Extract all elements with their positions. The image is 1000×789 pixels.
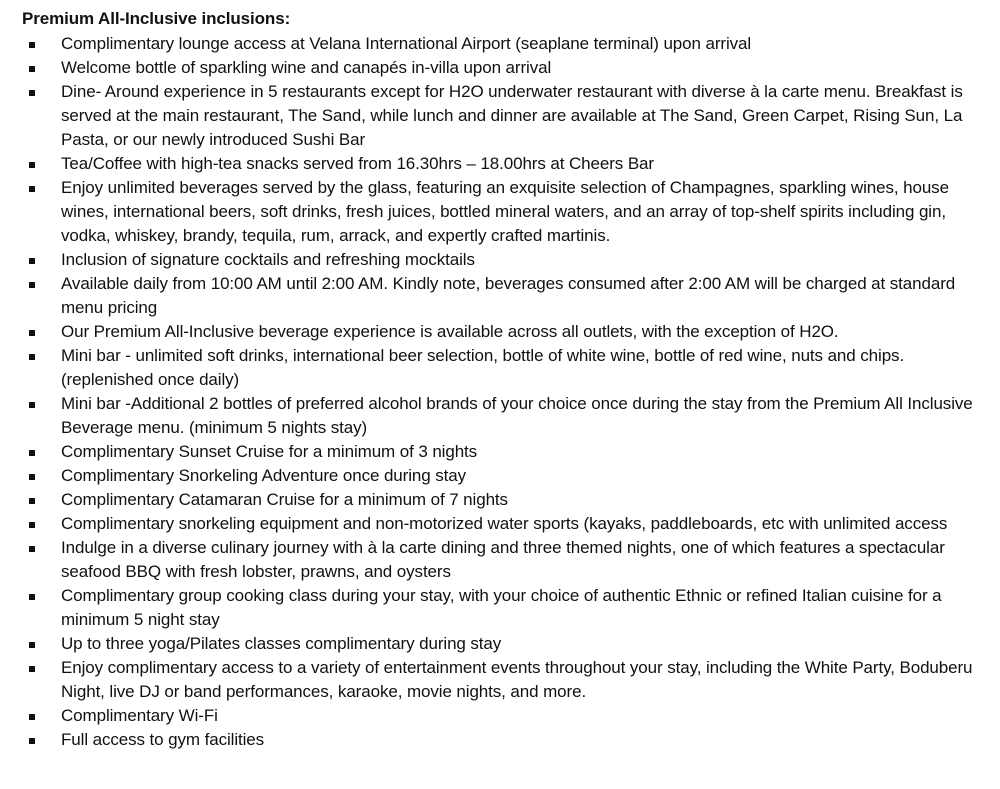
list-item-text: Complimentary Snorkeling Adventure once during stay — [61, 466, 467, 485]
list-item — [22, 656, 988, 704]
list-item — [22, 488, 988, 512]
list-item-text: Mini bar -Additional 2 bottles of preferred alcohol brands of your choice once during the stay from the Premium All Inclusive Beverage menu. (minimum 5 nights stay) — [61, 394, 973, 437]
list-item — [22, 392, 988, 440]
list-item — [22, 176, 988, 248]
square-bullet-icon — [29, 402, 35, 408]
list-item — [22, 440, 988, 464]
square-bullet-icon — [29, 450, 35, 456]
square-bullet-icon — [29, 66, 35, 72]
square-bullet-icon — [29, 714, 35, 720]
list-item — [22, 32, 988, 56]
square-bullet-icon — [29, 330, 35, 336]
list-item-text: Enjoy unlimited beverages served by the glass, featuring an exquisite selection of Champagnes, sparkling wines, house wines, international beers, soft drinks, fresh juices, bottled mineral waters, and an array of top-shelf spirits including gin, vodka, whiskey, brandy, tequila, rum, arrack, and expertly crafted martinis. — [61, 178, 949, 245]
list-item-text: Tea/Coffee with high-tea snacks served from 16.30hrs – 18.00hrs at Cheers Bar — [61, 154, 654, 173]
square-bullet-icon — [29, 738, 35, 744]
list-item-text: Complimentary lounge access at Velana International Airport (seaplane terminal) upon arrival — [61, 34, 752, 53]
square-bullet-icon — [29, 354, 35, 360]
list-item — [22, 464, 988, 488]
list-item-text: Up to three yoga/Pilates classes complimentary during stay — [61, 634, 502, 653]
list-item — [22, 80, 988, 152]
square-bullet-icon — [29, 42, 35, 48]
list-item-text: Inclusion of signature cocktails and refreshing mocktails — [61, 250, 475, 269]
list-item-text: Welcome bottle of sparkling wine and canapés in-villa upon arrival — [61, 58, 552, 77]
square-bullet-icon — [29, 162, 35, 168]
list-item-text: Complimentary group cooking class during your stay, with your choice of authentic Ethnic or refined Italian cuisine for a minimum 5 night stay — [61, 586, 942, 629]
list-item-text: Indulge in a diverse culinary journey with à la carte dining and three themed nights, one of which features a spectacular seafood BBQ with fresh lobster, prawns, and oysters — [61, 538, 945, 581]
square-bullet-icon — [29, 186, 35, 192]
list-item — [22, 512, 988, 536]
list-item — [22, 56, 988, 80]
square-bullet-icon — [29, 474, 35, 480]
square-bullet-icon — [29, 522, 35, 528]
list-item-text: Available daily from 10:00 AM until 2:00 AM. Kindly note, beverages consumed after 2:00 AM will be charged at standard menu pricing — [61, 274, 956, 317]
list-item-text: Complimentary snorkeling equipment and non-motorized water sports (kayaks, paddleboards, etc with unlimited access — [61, 514, 948, 533]
list-item — [22, 344, 988, 392]
list-item — [22, 704, 988, 728]
square-bullet-icon — [29, 258, 35, 264]
list-item-text: Our Premium All-Inclusive beverage experience is available across all outlets, with the exception of H2O. — [61, 322, 839, 341]
list-item — [22, 584, 988, 632]
list-item-text: Full access to gym facilities — [61, 730, 265, 749]
list-item-text: Complimentary Wi-Fi — [61, 706, 218, 725]
inclusions-list — [22, 32, 988, 752]
list-item — [22, 272, 988, 320]
list-item-text: Dine- Around experience in 5 restaurants except for H2O underwater restaurant with diverse à la carte menu. Breakfast is served at the main restaurant, The Sand, while lunch and dinner are available at The Sand, Green Carpet, Rising Sun, La Pasta, or our newly introduced Sushi Bar — [61, 82, 963, 149]
square-bullet-icon — [29, 90, 35, 96]
list-item-text: Complimentary Catamaran Cruise for a minimum of 7 nights — [61, 490, 508, 509]
list-item — [22, 248, 988, 272]
square-bullet-icon — [29, 642, 35, 648]
list-item-text: Enjoy complimentary access to a variety of entertainment events throughout your stay, including the White Party, Boduberu Night, live DJ or band performances, karaoke, movie nights, and more. — [61, 658, 973, 701]
list-item-text: Complimentary Sunset Cruise for a minimum of 3 nights — [61, 442, 478, 461]
list-item — [22, 536, 988, 584]
list-item — [22, 320, 988, 344]
square-bullet-icon — [29, 594, 35, 600]
square-bullet-icon — [29, 498, 35, 504]
list-item — [22, 728, 988, 752]
list-item-text: Mini bar - unlimited soft drinks, international beer selection, bottle of white wine, bottle of red wine, nuts and chips. (replenished once daily) — [61, 346, 905, 389]
list-item — [22, 152, 988, 176]
inclusions-heading: Premium All-Inclusive inclusions: — [22, 9, 291, 28]
square-bullet-icon — [29, 666, 35, 672]
square-bullet-icon — [29, 546, 35, 552]
square-bullet-icon — [29, 282, 35, 288]
list-item — [22, 632, 988, 656]
